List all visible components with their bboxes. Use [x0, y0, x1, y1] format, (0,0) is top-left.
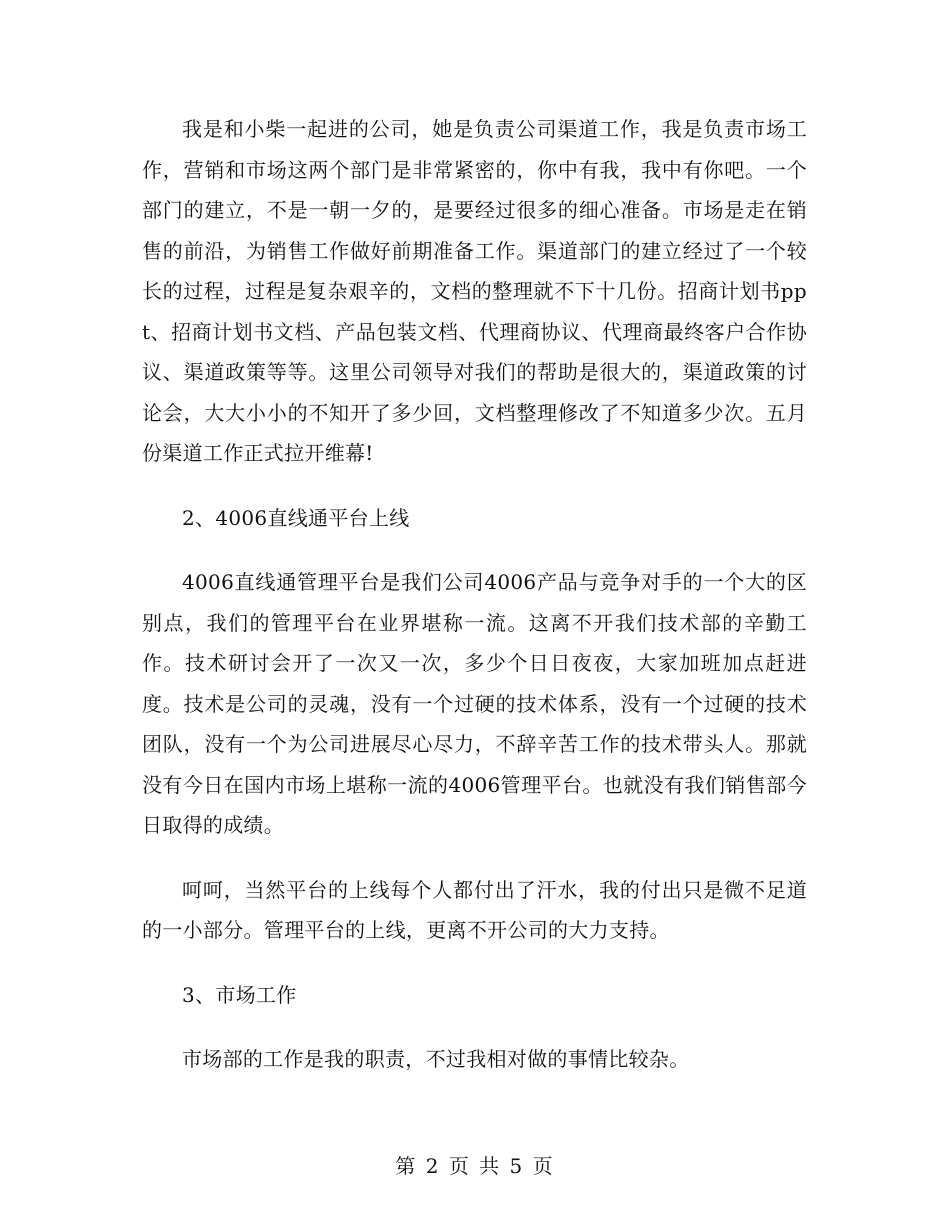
paragraph-platform-description: 4006直线通管理平台是我们公司4006产品与竞争对手的一个大的区别点，我们的管理平台在业界堪称一流。这离不开我们技术部的辛勤工作。技术研讨会开了一次又一次，多少个日日夜夜，大家加班加点赶进度。技术是公司的灵魂，没有一个过硬的技术体系，没有一个过硬的技术团队，没有一个为公司进展尽心尽力，不辞辛苦工作的技术带头人。那就没有今日在国内市场上堪称一流的4006管理平台。也就没有我们销售部今日取得的成绩。	[142, 570, 807, 837]
paragraph-platform-contribution: 呵呵，当然平台的上线每个人都付出了汗水，我的付出只是微不足道的一小部分。管理平台的上线，更离不开公司的大力支持。	[142, 877, 807, 942]
paragraph-market-duties: 市场部的工作是我的职责，不过我相对做的事情比较杂。	[182, 1047, 690, 1071]
paragraph-channel-work: 我是和小柴一起进的公司，她是负责公司渠道工作，我是负责市场工作，营销和市场这两个部门是非常紧密的，你中有我，我中有你吧。一个部门的建立，不是一朝一夕的，是要经过很多的细心准备。市场是走在销售的前沿，为销售工作做好前期准备工作。渠道部门的建立经过了一个较长的过程，过程是复杂艰辛的，文档的整理就不下十几份。招商计划书ppt、招商计划书文档、产品包装文档、代理商协议、代理商最终客户合作协议、渠道政策等等。这里公司领导对我们的帮助是很大的，渠道政策的讨论会，大大小小的不知开了多少回，文档整理修改了不知道多少次。五月份渠道工作正式拉开维幕!	[142, 117, 807, 465]
section-heading-market-work: 3、市场工作	[182, 982, 297, 1007]
document-body	[142, 109, 807, 1080]
page-number-footer: 第 2 页 共 5 页	[395, 1154, 555, 1178]
section-heading-platform-launch: 2、4006直线通平台上线	[182, 505, 410, 530]
